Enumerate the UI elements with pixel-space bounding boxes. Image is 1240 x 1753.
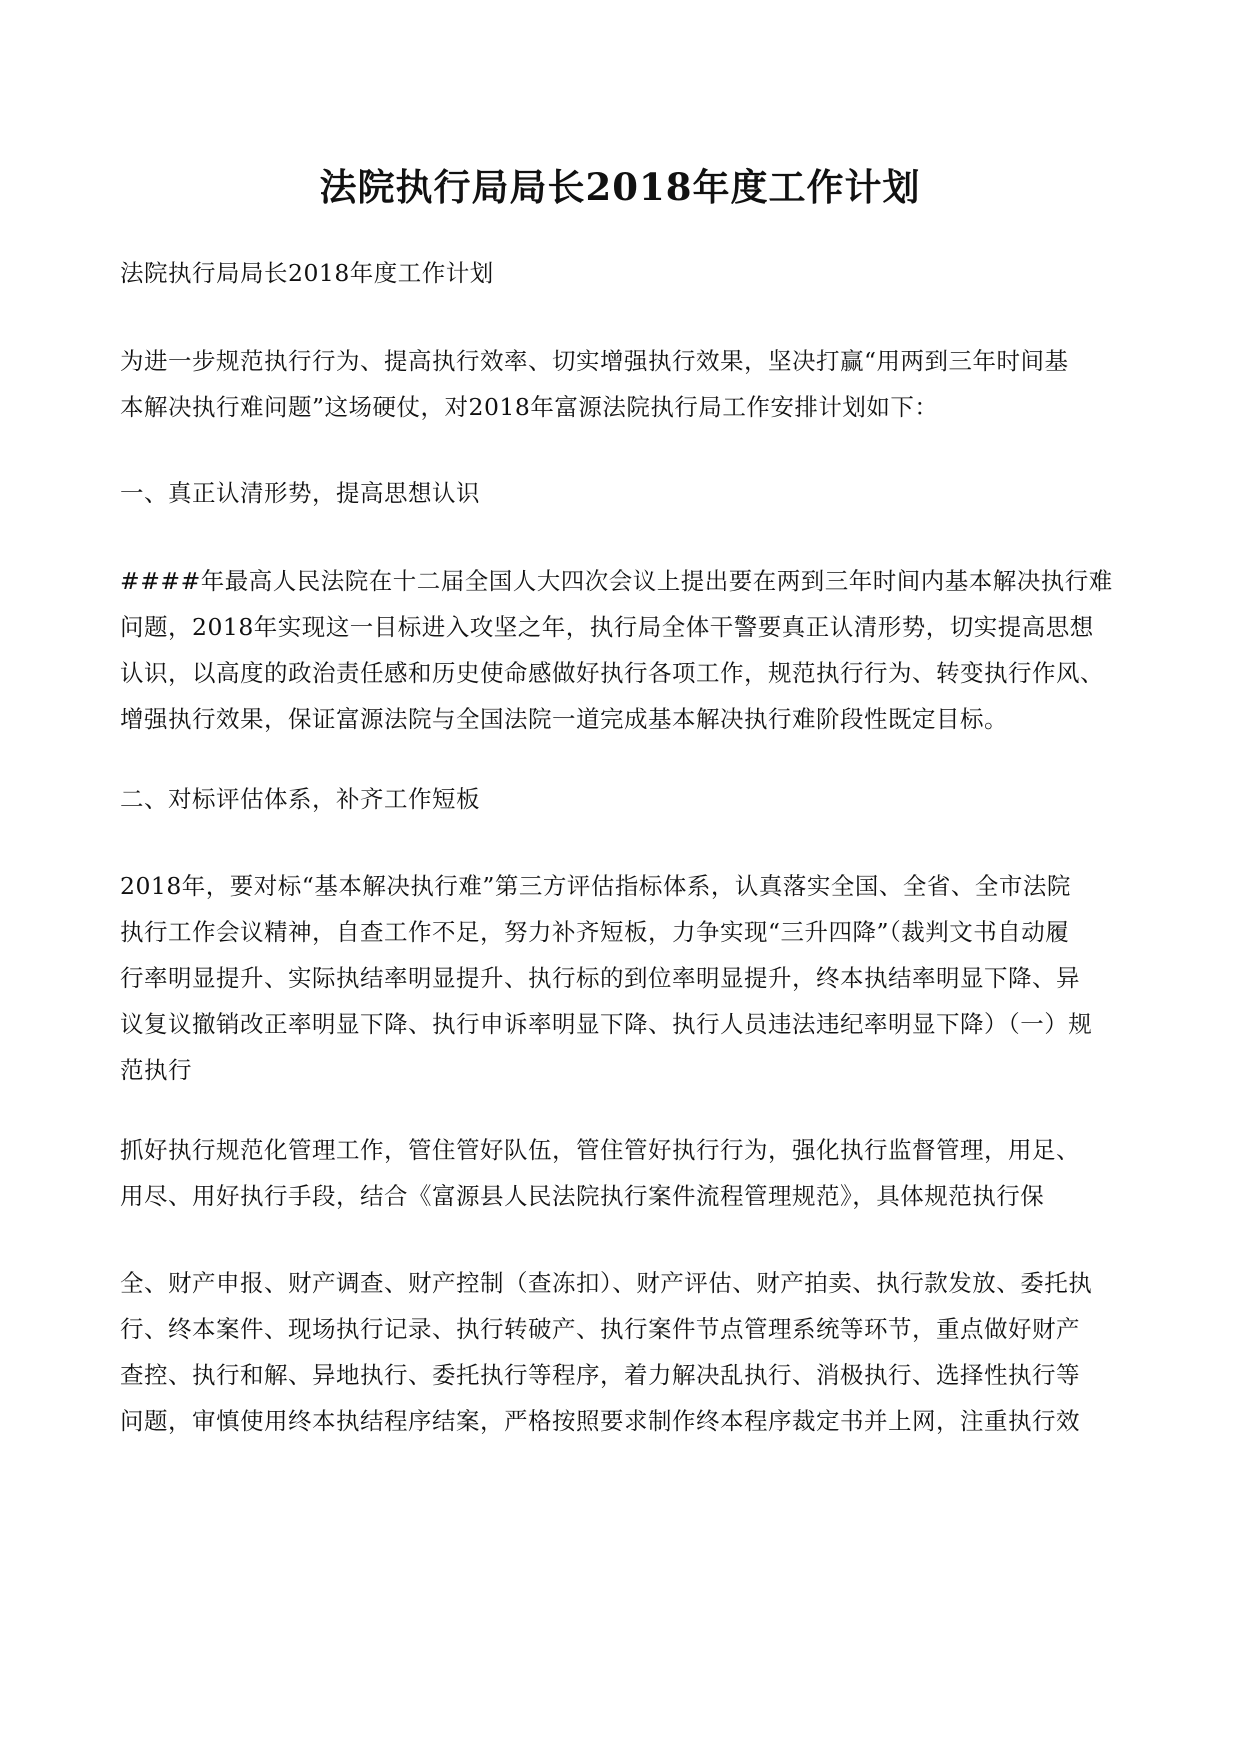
text-line: 一、真正认清形势，提高思想认识	[120, 479, 480, 507]
text-line: 用尽、用好执行手段，结合《富源县人民法院执行案件流程管理规范》，具体规范执行保	[120, 1182, 1045, 1210]
section-2-paragraph-3	[120, 1260, 1120, 1444]
text-line: 问题，2018年实现这一目标进入攻坚之年，执行局全体干警要真正认清形势，切实提高思想	[120, 613, 1094, 641]
text-line: 法院执行局局长2018年度工作计划	[120, 259, 494, 287]
text-line: 问题，审慎使用终本执结程序结案，严格按照要求制作终本程序裁定书并上网，注重执行效	[120, 1407, 1080, 1435]
text-line: 查控、执行和解、异地执行、委托执行等程序，着力解决乱执行、消极执行、选择性执行等	[120, 1361, 1080, 1389]
text-line: 为进一步规范执行行为、提高执行效率、切实增强执行效果，坚决打赢“用两到三年时间基	[120, 347, 1069, 375]
text-line: 抓好执行规范化管理工作，管住管好队伍，管住管好执行行为，强化执行监督管理，用足、	[120, 1136, 1080, 1164]
text-line: 议复议撤销改正率明显下降、执行申诉率明显下降、执行人员违法违纪率明显下降）（一）规	[120, 1010, 1093, 1038]
text-line: 本解决执行难问题”这场硬仗，对2018年富源法院执行局工作安排计划如下：	[120, 393, 939, 421]
section-heading-2	[120, 776, 1120, 822]
section-2-paragraph-2	[120, 1127, 1120, 1219]
section-1-body	[120, 558, 1120, 742]
intro-paragraph	[120, 338, 1120, 430]
text-line: ####年最高人民法院在十二届全国人大四次会议上提出要在两到三年时间内基本解决执行难	[120, 567, 1113, 595]
section-2-body	[120, 863, 1120, 1093]
text-line: 2018年，要对标“基本解决执行难”第三方评估指标体系，认真落实全国、全省、全市法院	[120, 872, 1071, 900]
text-line: 范执行	[120, 1056, 192, 1084]
text-line: 增强执行效果，保证富源法院与全国法院一道完成基本解决执行难阶段性既定目标。	[120, 705, 1008, 733]
text-line: 行率明显提升、实际执结率明显提升、执行标的到位率明显提升，终本执结率明显下降、异	[120, 964, 1080, 992]
subtitle-paragraph	[120, 250, 1120, 296]
section-heading-1	[120, 470, 1120, 516]
text-line: 行、终本案件、现场执行记录、执行转破产、执行案件节点管理系统等环节，重点做好财产	[120, 1315, 1080, 1343]
document-title: 法院执行局局长2018年度工作计划	[319, 165, 921, 209]
text-line: 二、对标评估体系，补齐工作短板	[120, 785, 480, 813]
text-line: 认识，以高度的政治责任感和历史使命感做好执行各项工作，规范执行行为、转变执行作风、	[120, 659, 1104, 687]
text-line: 执行工作会议精神，自查工作不足，努力补齐短板，力争实现“三升四降”（裁判文书自动履	[120, 918, 1070, 946]
text-line: 全、财产申报、财产调查、财产控制（查冻扣）、财产评估、财产拍卖、执行款发放、委托执	[120, 1269, 1093, 1297]
